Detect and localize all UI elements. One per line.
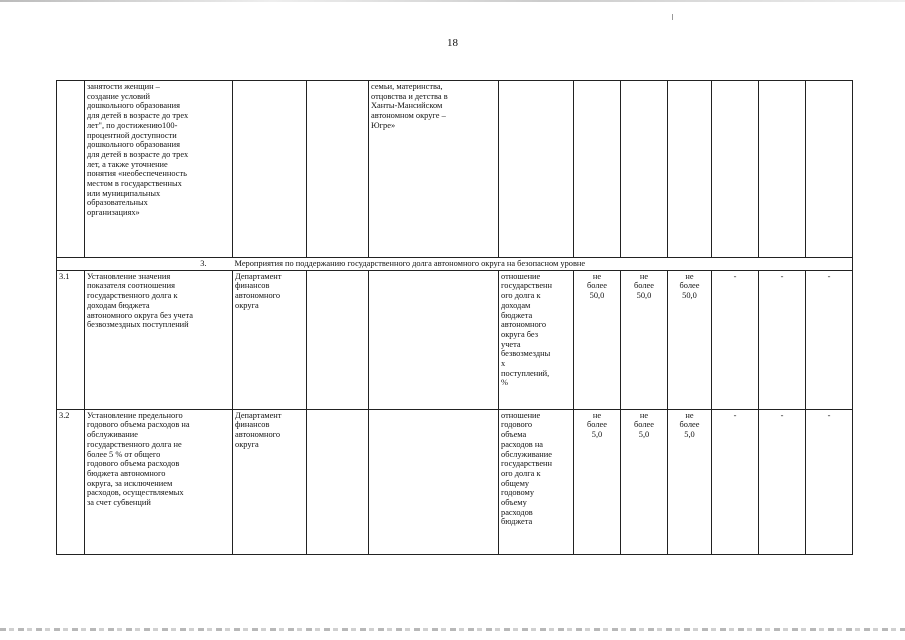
dash-cell: - (712, 270, 759, 409)
dash-cell: - (759, 409, 806, 554)
table-row (57, 270, 853, 409)
section-title: Мероприятия по поддержанию государственного долга автономного округа на безопасном уровне (233, 258, 853, 271)
value-cell: не более 5,0 (621, 409, 668, 554)
empty-cell (307, 409, 369, 554)
measure-name-cell: Установление значения показателя соотношения государственного долга к доходам бюджета автономного округа без учета безвозмездных поступлений (85, 270, 233, 409)
empty-cell (369, 270, 499, 409)
dash-cell: - (759, 270, 806, 409)
responsible-cell: Департамент финансов автономного округа (233, 409, 307, 554)
page-number: 18 (447, 37, 458, 49)
indicator-cell: отношение государственн ого долга к доходам бюджета автономного округа без учета безвозмездны х поступлений, % (499, 270, 574, 409)
empty-cell (307, 270, 369, 409)
section-header-row (57, 258, 853, 271)
empty-cell (806, 81, 853, 258)
empty-cell (712, 81, 759, 258)
row-number-cell: 3.2 (57, 409, 85, 554)
dash-cell: - (806, 270, 853, 409)
value-cell: не более 50,0 (668, 270, 712, 409)
empty-cell (233, 81, 307, 258)
program-cell: семьи, материнства, отцовства и детства в Ханты-Мансийском автономном округе – Югре» (369, 81, 499, 258)
scan-edge-top (0, 0, 905, 2)
value-cell: не более 5,0 (668, 409, 712, 554)
table-row (57, 81, 853, 258)
section-number: 3. (57, 258, 233, 271)
measure-name-cell: занятости женщин – создание условий дошкольного образования для детей в возрасте до трех лет", по достижению100- процентной доступности дошкольного образования для детей в возрасте до трех лет, а также уточнение понятия «необеспеченность местом в государственных или муниципальных образовательных организациях» (85, 81, 233, 258)
responsible-cell: Департамент финансов автономного округа (233, 270, 307, 409)
empty-cell (759, 81, 806, 258)
row-number-cell: 3.1 (57, 270, 85, 409)
scan-edge-bottom (0, 628, 905, 631)
value-cell: не более 50,0 (574, 270, 621, 409)
empty-cell (307, 81, 369, 258)
empty-cell (499, 81, 574, 258)
empty-cell (668, 81, 712, 258)
measures-table (56, 80, 853, 555)
dash-cell: - (806, 409, 853, 554)
value-cell: не более 5,0 (574, 409, 621, 554)
dash-cell: - (712, 409, 759, 554)
row-number-cell (57, 81, 85, 258)
measure-name-cell: Установление предельного годового объема расходов на обслуживание государственного долга не более 5 % от общего годового объема расходов бюджета автономного округа, за исключением расходов, осуществляемых за счет субвенций (85, 409, 233, 554)
empty-cell (369, 409, 499, 554)
table-row (57, 409, 853, 554)
empty-cell (621, 81, 668, 258)
indicator-cell: отношение годового объема расходов на обслуживание государственн ого долга к общему годовому объему расходов бюджета (499, 409, 574, 554)
value-cell: не более 50,0 (621, 270, 668, 409)
empty-cell (574, 81, 621, 258)
scan-mark (672, 14, 673, 20)
